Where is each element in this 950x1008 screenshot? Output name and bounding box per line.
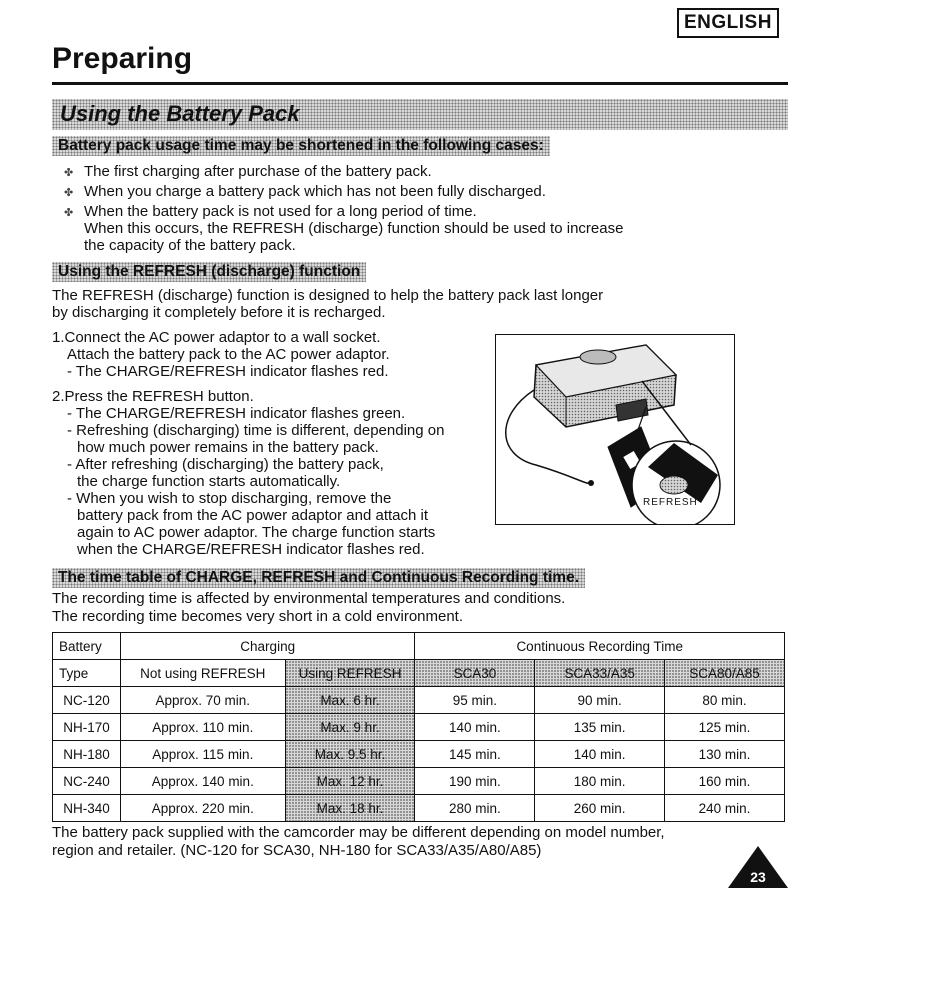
subheader-cell: SCA33/A35: [535, 660, 665, 687]
table-cell: 280 min.: [415, 795, 535, 822]
table-cell: 145 min.: [415, 741, 535, 768]
header-type: Type: [53, 660, 121, 687]
table-row: [53, 768, 785, 795]
subheader-cell: SCA30: [415, 660, 535, 687]
table-cell: Approx. 70 min.: [120, 687, 285, 714]
battery-adaptor-figure: [495, 334, 735, 525]
table-cell: 160 min.: [665, 768, 785, 795]
table-cell: 190 min.: [415, 768, 535, 795]
table-cell: 90 min.: [535, 687, 665, 714]
step-2-line: - When you wish to stop discharging, remove the: [67, 490, 392, 507]
table-cell: 80 min.: [665, 687, 785, 714]
header-charging: Charging: [120, 633, 415, 660]
step-2-line: the charge function starts automatically.: [77, 473, 341, 490]
step-2-line: when the CHARGE/REFRESH indicator flashes red.: [77, 541, 425, 558]
step-1-line: Attach the battery pack to the AC power adaptor.: [67, 346, 390, 363]
refresh-intro: by discharging it completely before it is recharged.: [52, 304, 386, 321]
table-cell: Max. 12 hr.: [285, 768, 415, 795]
bullet-item: ✤ When you charge a battery pack which has not been fully discharged.: [64, 183, 546, 200]
subheader-cell: Not using REFRESH: [120, 660, 285, 687]
table-row: [53, 741, 785, 768]
table-row: [53, 714, 785, 741]
refresh-figure-label: REFRESH: [643, 497, 698, 508]
bullet-icon: ✤: [64, 187, 74, 199]
section-banner-text: Using the Battery Pack: [60, 101, 300, 126]
triangle-icon: [728, 846, 788, 888]
table-cell: Approx. 115 min.: [120, 741, 285, 768]
header-recording: Continuous Recording Time: [415, 633, 785, 660]
title-rule: [52, 82, 788, 85]
bullet-item: ✤ The first charging after purchase of the battery pack.: [64, 163, 432, 180]
table-cell: Max. 9.5 hr.: [285, 741, 415, 768]
table-cell: Max. 18 hr.: [285, 795, 415, 822]
table-cell: NH-170: [53, 714, 121, 741]
step-2-line: - After refreshing (discharging) the battery pack,: [67, 456, 384, 473]
step-2-line: again to AC power adaptor. The charge function starts: [77, 524, 436, 541]
step-2-line: battery pack from the AC power adaptor and attach it: [77, 507, 429, 524]
shortened-heading: Battery pack usage time may be shortened in the following cases:: [52, 136, 550, 156]
page-number: 23: [750, 869, 766, 885]
table-cell: 140 min.: [415, 714, 535, 741]
step-1: 1.Connect the AC power adaptor to a wall socket.: [52, 329, 381, 346]
footnote: The battery pack supplied with the camcorder may be different depending on model number,: [52, 824, 665, 841]
table-cell: Approx. 220 min.: [120, 795, 285, 822]
language-label: ENGLISH: [677, 8, 779, 38]
table-row: [53, 687, 785, 714]
refresh-intro: The REFRESH (discharge) function is designed to help the battery pack last longer: [52, 287, 604, 304]
note-text: the capacity of the battery pack.: [84, 237, 296, 254]
step-2-line: - The CHARGE/REFRESH indicator flashes green.: [67, 405, 406, 422]
table-cell: Max. 6 hr.: [285, 687, 415, 714]
time-table: [52, 632, 785, 822]
table-row: [53, 795, 785, 822]
bullet-icon: ✤: [64, 167, 74, 179]
table-cell: Approx. 110 min.: [120, 714, 285, 741]
table-cell: 130 min.: [665, 741, 785, 768]
table-cell: 260 min.: [535, 795, 665, 822]
table-cell: NH-340: [53, 795, 121, 822]
table-cell: 140 min.: [535, 741, 665, 768]
step-2: 2.Press the REFRESH button.: [52, 388, 254, 405]
table-cell: 95 min.: [415, 687, 535, 714]
table-cell: NH-180: [53, 741, 121, 768]
bullet-icon: ✤: [64, 207, 74, 219]
page-number-badge: [728, 846, 788, 888]
step-1-line: - The CHARGE/REFRESH indicator flashes red.: [67, 363, 389, 380]
header-battery: Battery: [53, 633, 121, 660]
subheader-cell: Using REFRESH: [285, 660, 415, 687]
step-2-line: how much power remains in the battery pack.: [77, 439, 379, 456]
timetable-line: The recording time is affected by environmental temperatures and conditions.: [52, 590, 566, 607]
timetable-heading: The time table of CHARGE, REFRESH and Continuous Recording time.: [52, 568, 585, 588]
subheader-cell: SCA80/A85: [665, 660, 785, 687]
bullet-item: ✤ When the battery pack is not used for a long period of time.: [64, 203, 477, 220]
table-cell: NC-240: [53, 768, 121, 795]
table-cell: 135 min.: [535, 714, 665, 741]
adaptor-illustration: [496, 335, 734, 524]
table-cell: 180 min.: [535, 768, 665, 795]
table-cell: NC-120: [53, 687, 121, 714]
page-title: Preparing: [52, 42, 193, 75]
timetable-line: The recording time becomes very short in a cold environment.: [52, 608, 464, 625]
footnote: region and retailer. (NC-120 for SCA30, NH-180 for SCA33/A35/A80/A85): [52, 842, 542, 859]
table-cell: Max. 9 hr.: [285, 714, 415, 741]
table-cell: 125 min.: [665, 714, 785, 741]
table-cell: Approx. 140 min.: [120, 768, 285, 795]
section-banner: [52, 99, 788, 130]
refresh-heading: Using the REFRESH (discharge) function: [52, 262, 366, 282]
step-2-line: - Refreshing (discharging) time is different, depending on: [67, 422, 445, 439]
note-text: When this occurs, the REFRESH (discharge) function should be used to increase: [84, 220, 624, 237]
table-cell: 240 min.: [665, 795, 785, 822]
